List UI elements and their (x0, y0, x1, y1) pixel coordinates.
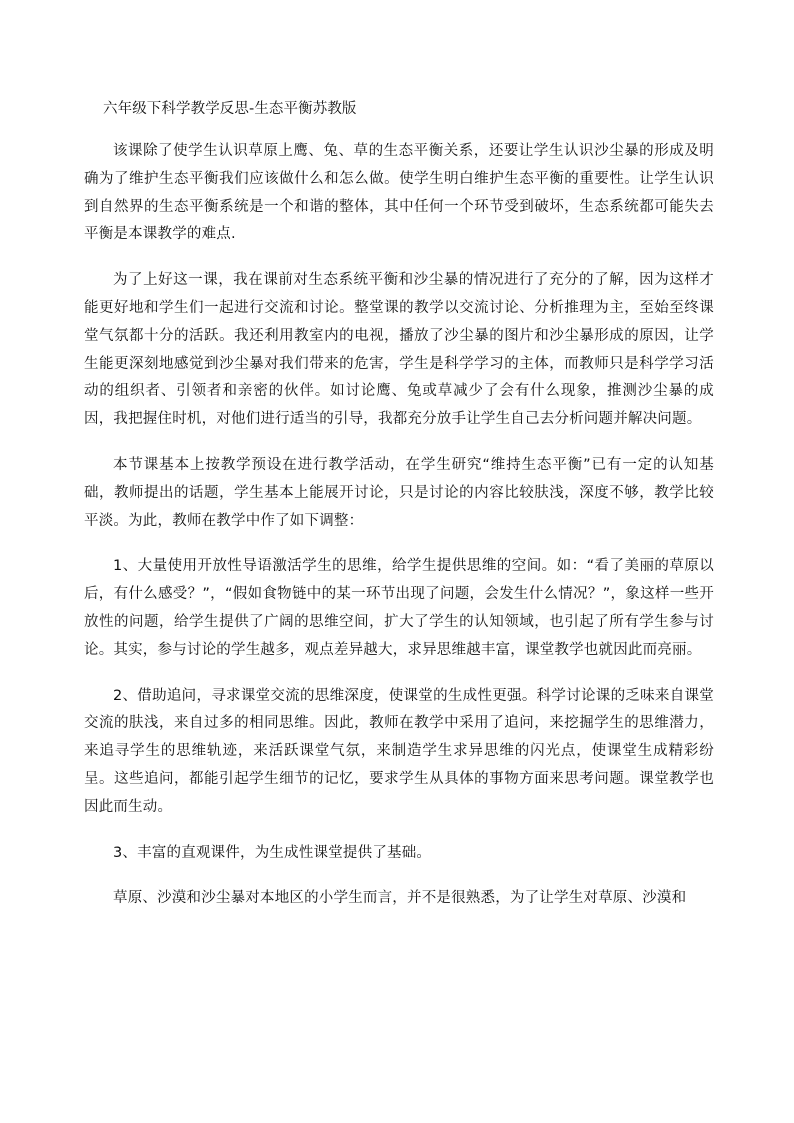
paragraph-preparation: 为了上好这一课，我在课前对生态系统平衡和沙尘暴的情况进行了充分的了解，因为这样才能更好地和学生们一起进行交流和讨论。整堂课的教学以交流讨论、分析推理为主，至始至终课堂气氛都十分的活跃。我还利用教室内的电视，播放了沙尘暴的图片和沙尘暴形成的原因，让学生能更深刻地感觉到沙尘暴对我们带来的危害，学生是科学学习的主体，而教师只是科学学习活动的组织者、引领者和亲密的伙伴。如讨论鹰、兔或草减少了会有什么现象，推测沙尘暴的成因，我把握住时机，对他们进行适当的引导，我都充分放手让学生自己去分析问题并解决问题。 (84, 272, 714, 428)
document-title: 六年级下科学教学反思-生态平衡苏教版 (103, 101, 357, 117)
paragraph-point-3: 3、丰富的直观课件，为生成性课堂提供了基础。 (113, 844, 432, 861)
paragraph-point-2: 2、借助追问，寻求课堂交流的思维深度，使课堂的生成性更强。科学讨论课的乏味来自课堂交流的肤浅，来自过多的相同思维。因此，教师在教学中采用了追问，来挖掘学生的思维潜力，来追寻学生的思维轨迹，来活跃课堂气氛，来制造学生求异思维的闪光点，使课堂生成精彩纷呈。这些追问，都能引起学生细节的记忆，要求学生从具体的事物方面来思考问题。课堂教学也因此而生动。 (84, 687, 714, 815)
paragraph-intro: 该课除了使学生认识草原上鹰、兔、草的生态平衡关系，还要让学生认识沙尘暴的形成及明确为了维护生态平衡我们应该做什么和怎么做。使学生明白维护生态平衡的重要性。让学生认识到自然界的生态平衡系统是一个和谐的整体，其中任何一个环节受到破坏，生态系统都可能失去平衡是本课教学的难点. (84, 143, 714, 243)
paragraph-point-1: 1、大量使用开放性导语激活学生的思维，给学生提供思维的空间。如：“看了美丽的草原以后，有什么感受？”，“假如食物链中的某一环节出现了问题，会发生什么情况？”，象这样一些开放性的问题，给学生提供了广阔的思维空间，扩大了学生的认知领域，也引起了所有学生参与讨论。其实，参与讨论的学生越多，观点差异越大，求异思维越丰富，课堂教学也就因此而亮丽。 (84, 558, 714, 658)
document-body (84, 98, 714, 931)
paragraph-adjustment: 本节课基本上按教学预设在进行教学活动，在学生研究“维持生态平衡”已有一定的认知基础，教师提出的话题，学生基本上能展开讨论，只是讨论的内容比较肤浅，深度不够，教学比较平淡。为此，教师在教学中作了如下调整： (84, 456, 714, 529)
paragraph-continuation: 草原、沙漠和沙尘暴对本地区的小学生而言，并不是很熟悉，为了让学生对草原、沙漠和 (113, 890, 687, 907)
